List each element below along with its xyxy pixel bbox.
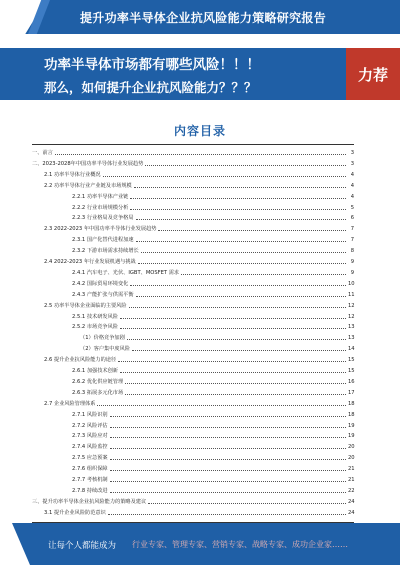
toc-entry[interactable]: [32, 269, 354, 277]
toc-page-number: 21: [348, 477, 355, 483]
toc-entry[interactable]: [32, 302, 354, 310]
toc-entry[interactable]: [32, 389, 354, 397]
toc-page-number: 22: [348, 487, 355, 494]
toc-page-number: 3: [350, 160, 354, 167]
toc-entry[interactable]: [32, 225, 354, 233]
toc-entry[interactable]: [32, 509, 354, 517]
toc-leader-dots: [110, 454, 346, 460]
toc-entry[interactable]: [32, 171, 354, 179]
table-of-contents: [32, 144, 354, 523]
toc-leader-dots: [138, 258, 346, 264]
toc-entry[interactable]: [32, 345, 354, 353]
toc-entry[interactable]: [32, 236, 354, 244]
toc-entry-title: 三、提升功率半导体企业抗风险能力的策略及建议: [32, 498, 147, 505]
toc-entry[interactable]: [32, 476, 354, 484]
toc-entry[interactable]: [32, 280, 354, 288]
toc-leader-dots: [158, 225, 346, 231]
toc-page-number: 9: [350, 259, 354, 265]
toc-page-number: 13: [348, 335, 355, 342]
toc-entry-title: 2.2.3 行业格局及竞争格局: [72, 215, 134, 222]
toc-entry[interactable]: [32, 443, 354, 451]
toc-leader-dots: [148, 498, 346, 504]
toc-entry-title: 2.3.1 国产化替代进程加速: [72, 237, 134, 244]
toc-entry[interactable]: [32, 378, 354, 386]
toc-entry-title: 2.6.2 优化供应链管理: [72, 378, 124, 385]
toc-entry[interactable]: [32, 432, 354, 440]
toc-entry-title: 2.3.2 下游市场需求持续增长: [72, 248, 139, 255]
footer-roles: 行业专家、管理专家、营销专家、战略专家、成功企业家……: [132, 540, 348, 549]
report-title: 提升功率半导体企业抗风险能力策略研究报告: [80, 11, 327, 25]
toc-leader-dots: [120, 323, 346, 329]
toc-entry[interactable]: [32, 323, 354, 331]
toc-entry-title: 2.7.1 风险识别: [72, 411, 108, 418]
toc-entry-title: 2.6.3 拓展多元化市场: [72, 389, 124, 396]
toc-page-number: 24: [348, 498, 355, 505]
toc-entry[interactable]: [32, 356, 354, 364]
toc-page-number: 15: [348, 368, 355, 374]
toc-entry-title: （1）价格竞争加剧: [80, 335, 125, 342]
toc-page-number: 10: [348, 280, 355, 287]
toc-entry-title: 2.5.2 市场竞争风险: [72, 324, 118, 331]
toc-page-number: 15: [348, 357, 355, 364]
toc-leader-dots: [130, 204, 346, 210]
toc-leader-dots: [130, 280, 346, 286]
toc-entry[interactable]: [32, 204, 354, 212]
toc-leader-dots: [130, 193, 346, 199]
toc-leader-dots: [55, 149, 346, 155]
toc-entry-title: 2.7.3 风险应对: [72, 433, 108, 440]
toc-entry-title: 2.6 提升企业抗风险能力的途径: [44, 357, 117, 364]
toc-entry-title: （2）客户集中度风险: [80, 346, 130, 353]
toc-entry[interactable]: [32, 498, 354, 506]
toc-entry[interactable]: [32, 214, 354, 222]
toc-entry-title: 2.5.1 技术研发风险: [72, 313, 118, 320]
toc-page-number: 8: [350, 248, 354, 255]
toc-leader-dots: [125, 378, 346, 384]
toc-entry-title: 2.1 功率半导体行业概况: [44, 171, 101, 178]
toc-entry-title: 2.7.2 风险评估: [72, 422, 108, 429]
toc-entry[interactable]: [32, 313, 354, 321]
toc-page-number: 24: [348, 509, 355, 516]
toc-entry-title: 2.7.5 应急预案: [72, 455, 108, 462]
toc-page-number: 7: [350, 237, 354, 244]
toc-entry[interactable]: [32, 367, 354, 375]
toc-entry[interactable]: [32, 193, 354, 201]
toc-entry[interactable]: [32, 182, 354, 190]
toc-leader-dots: [120, 367, 346, 373]
toc-entry[interactable]: [32, 258, 354, 266]
toc-leader-dots: [141, 247, 346, 253]
toc-page-number: 18: [348, 400, 355, 407]
toc-page-number: 19: [348, 422, 355, 429]
toc-entry[interactable]: [32, 160, 354, 168]
toc-leader-dots: [110, 465, 346, 471]
hero-subheadline: 那么，如何提升企业抗风险能力？？？: [44, 80, 257, 95]
toc-leader-dots: [136, 236, 346, 242]
toc-page-number: 13: [348, 324, 355, 331]
toc-page-number: 5: [350, 204, 354, 211]
toc-leader-dots: [110, 411, 346, 417]
toc-page-number: 12: [348, 302, 355, 309]
toc-entry-title: 2.4 2022-2023 年行业发展机遇与挑战: [44, 259, 136, 265]
toc-entry-title: 3.1 提升企业风险防范意识: [44, 509, 106, 516]
toc-leader-dots: [110, 487, 346, 493]
toc-leader-dots: [110, 476, 346, 482]
toc-page-number: 4: [350, 171, 354, 178]
toc-page-number: 9: [350, 269, 354, 276]
toc-leader-dots: [145, 160, 346, 166]
toc-page-number: 7: [350, 226, 354, 233]
toc-entry[interactable]: [32, 247, 354, 255]
toc-entry[interactable]: [32, 487, 354, 495]
toc-entry-title: 2.7 企业风险管理体系: [44, 400, 96, 407]
toc-leader-dots: [136, 291, 346, 297]
toc-leader-dots: [110, 432, 346, 438]
toc-entry[interactable]: [32, 149, 354, 157]
toc-heading: 内容目录: [173, 124, 226, 138]
toc-entry-title: 2.2.2 行业市场规模分析: [72, 204, 129, 211]
toc-page-number: 18: [348, 411, 355, 418]
toc-leader-dots: [110, 443, 346, 449]
toc-page-number: 12: [348, 313, 355, 320]
recommend-badge: 力荐: [346, 48, 400, 100]
toc-page-number: 11: [348, 291, 355, 298]
toc-leader-dots: [97, 400, 346, 406]
toc-entry-title: 2.7.4 风险监控: [72, 444, 108, 451]
toc-leader-dots: [181, 269, 346, 275]
toc-page-number: 6: [350, 215, 354, 222]
toc-entry-title: 2.4.1 汽车电子、光伏、IGBT、MOSFET 需求: [72, 269, 180, 276]
toc-leader-dots: [120, 313, 346, 319]
toc-entry-title: 2.6.1 加强技术创新: [72, 368, 118, 374]
toc-page-number: 19: [348, 433, 355, 440]
toc-entry-title: 2.7.8 持续改进: [72, 487, 108, 494]
toc-entry-title: 2.2.1 功率半导体产业链: [72, 193, 129, 200]
toc-entry[interactable]: [32, 291, 354, 299]
toc-entry-title: 2.4.2 国际贸易环境变化: [72, 280, 129, 287]
toc-leader-dots: [127, 334, 346, 340]
toc-entry-title: 2.7.6 组织保障: [72, 466, 108, 473]
toc-leader-dots: [134, 182, 346, 188]
toc-page-number: 3: [350, 150, 354, 156]
footer-slogan: 让每个人都能成为: [48, 541, 117, 551]
toc-entry[interactable]: [32, 334, 354, 342]
toc-entry-title: 2.5 功率半导体企业面临的主要风险: [44, 302, 127, 309]
toc-entry[interactable]: [32, 422, 354, 430]
toc-leader-dots: [136, 214, 346, 220]
toc-page-number: 16: [348, 378, 355, 385]
toc-leader-dots: [110, 422, 346, 428]
toc-entry-title: 二、2023-2028年中国功率半导体行业发展趋势: [32, 160, 144, 167]
toc-entry[interactable]: [32, 411, 354, 419]
hero-headline: 功率半导体市场都有哪些风险！！！: [44, 57, 260, 73]
toc-entry-title: 2.4.3 产能扩张与供需平衡: [72, 291, 134, 298]
toc-leader-dots: [125, 389, 346, 395]
toc-entry-title: 2.3 2022-2023 年中国功率半导体行业发展趋势: [44, 226, 157, 233]
toc-page-number: 4: [350, 193, 354, 200]
toc-page-number: 20: [348, 444, 355, 451]
toc-leader-dots: [132, 345, 346, 351]
toc-page-number: 17: [348, 389, 355, 396]
toc-entry-title: 一、前言: [32, 150, 53, 156]
toc-page-number: 14: [348, 346, 355, 353]
toc-leader-dots: [103, 171, 346, 177]
toc-entry-title: 2.7.7 考核机制: [72, 477, 108, 483]
toc-leader-dots: [108, 509, 346, 515]
toc-page-number: 21: [348, 466, 355, 473]
toc-entry-title: 2.2 功率半导体行业产业链及市场规模: [44, 182, 132, 189]
toc-entry[interactable]: [32, 400, 354, 408]
toc-leader-dots: [129, 302, 346, 308]
toc-page-number: 4: [350, 182, 354, 189]
toc-page-number: 20: [348, 455, 355, 462]
toc-entry[interactable]: [32, 454, 354, 462]
toc-leader-dots: [118, 356, 346, 362]
toc-entry[interactable]: [32, 465, 354, 473]
